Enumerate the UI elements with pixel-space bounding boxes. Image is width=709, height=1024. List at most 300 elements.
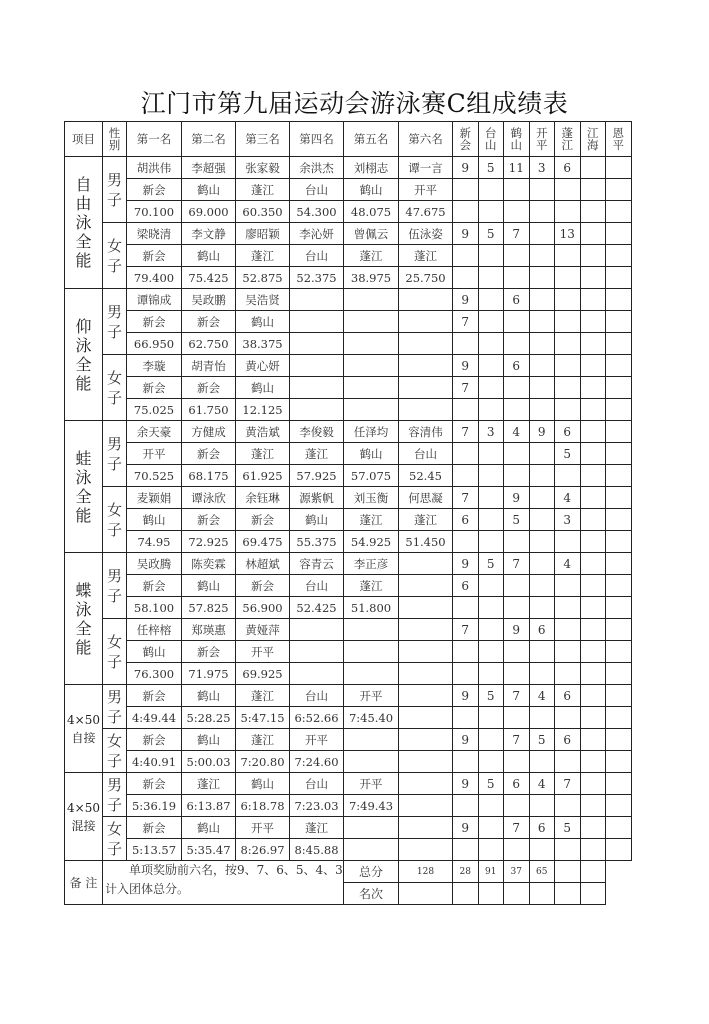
score-cell: 5 <box>478 223 504 245</box>
result-cell: 62.750 <box>182 333 236 355</box>
score-cell: 6 <box>529 619 555 641</box>
score-cell <box>504 377 530 399</box>
result-cell <box>290 289 344 311</box>
table-row <box>65 751 632 773</box>
result-cell: 新会 <box>127 377 182 399</box>
result-cell: 张家毅 <box>236 157 290 179</box>
score-cell: 6 <box>555 685 581 707</box>
result-cell: 鹤山 <box>290 509 344 531</box>
result-cell <box>399 377 453 399</box>
result-cell: 蓬江 <box>399 245 453 267</box>
result-cell <box>290 619 344 641</box>
score-cell <box>453 179 479 201</box>
result-cell: 6:18.78 <box>236 795 290 817</box>
team-rank <box>580 883 606 905</box>
result-cell: 谭一言 <box>399 157 453 179</box>
result-cell: 57.925 <box>290 465 344 487</box>
result-cell: 鹤山 <box>344 443 399 465</box>
score-cell: 9 <box>453 289 479 311</box>
score-cell <box>529 333 555 355</box>
result-cell: 新会 <box>182 377 236 399</box>
score-cell <box>580 641 606 663</box>
score-cell <box>504 663 530 685</box>
score-cell <box>606 311 632 333</box>
gender-label: 男 子 <box>103 157 127 223</box>
score-cell <box>504 597 530 619</box>
result-cell: 鹤山 <box>182 179 236 201</box>
score-cell: 4 <box>555 553 581 575</box>
score-cell <box>529 531 555 553</box>
result-cell: 源紫帆 <box>290 487 344 509</box>
result-cell <box>290 377 344 399</box>
score-cell <box>529 751 555 773</box>
result-cell: 蓬江 <box>182 773 236 795</box>
result-cell: 72.925 <box>182 531 236 553</box>
score-cell: 5 <box>478 553 504 575</box>
score-cell <box>555 311 581 333</box>
score-cell <box>580 751 606 773</box>
result-cell <box>399 575 453 597</box>
score-cell <box>555 179 581 201</box>
score-cell: 6 <box>529 817 555 839</box>
score-cell <box>606 421 632 443</box>
total-score: 28 <box>453 861 479 883</box>
score-cell: 9 <box>453 553 479 575</box>
result-cell: 鹤山 <box>236 377 290 399</box>
score-cell: 6 <box>504 355 530 377</box>
event-label: 仰 泳 全 能 <box>65 289 103 421</box>
header-row <box>65 122 632 157</box>
score-cell: 6 <box>555 421 581 443</box>
result-cell: 台山 <box>290 575 344 597</box>
total-score: 37 <box>504 861 530 883</box>
result-cell <box>290 663 344 685</box>
score-cell <box>504 333 530 355</box>
score-cell <box>555 377 581 399</box>
result-cell: 7:24.60 <box>290 751 344 773</box>
table-row <box>65 553 632 575</box>
result-cell <box>399 729 453 751</box>
score-cell <box>606 487 632 509</box>
result-cell <box>399 839 453 861</box>
score-cell <box>504 707 530 729</box>
result-cell: 69.925 <box>236 663 290 685</box>
score-cell <box>555 531 581 553</box>
result-cell: 69.000 <box>182 201 236 223</box>
score-cell <box>580 245 606 267</box>
result-cell: 38.375 <box>236 333 290 355</box>
table-row <box>65 179 632 201</box>
score-cell <box>478 575 504 597</box>
score-cell: 9 <box>453 685 479 707</box>
result-cell: 台山 <box>290 245 344 267</box>
result-cell <box>399 619 453 641</box>
score-cell <box>478 465 504 487</box>
score-cell <box>606 795 632 817</box>
result-cell: 李文静 <box>182 223 236 245</box>
score-cell <box>580 377 606 399</box>
result-cell <box>290 311 344 333</box>
result-cell <box>344 619 399 641</box>
score-cell: 5 <box>555 443 581 465</box>
result-cell: 蓬江 <box>236 443 290 465</box>
result-cell: 7:20.80 <box>236 751 290 773</box>
result-cell: 鹤山 <box>182 245 236 267</box>
score-cell <box>504 839 530 861</box>
result-cell: 李俊毅 <box>290 421 344 443</box>
score-cell: 7 <box>453 619 479 641</box>
score-cell: 6 <box>555 157 581 179</box>
result-cell: 5:47.15 <box>236 707 290 729</box>
result-cell: 56.900 <box>236 597 290 619</box>
score-cell <box>453 751 479 773</box>
score-cell <box>606 223 632 245</box>
result-cell <box>344 377 399 399</box>
table-row <box>65 707 632 729</box>
score-cell <box>529 179 555 201</box>
score-cell <box>555 267 581 289</box>
table-row <box>65 465 632 487</box>
score-cell <box>478 839 504 861</box>
result-cell: 新会 <box>182 641 236 663</box>
score-cell: 5 <box>504 509 530 531</box>
score-cell <box>580 839 606 861</box>
score-cell: 7 <box>453 377 479 399</box>
result-cell: 5:36.19 <box>127 795 182 817</box>
result-cell: 曾佩云 <box>344 223 399 245</box>
result-cell <box>399 751 453 773</box>
score-cell <box>478 619 504 641</box>
score-cell <box>453 641 479 663</box>
result-cell: 新会 <box>236 509 290 531</box>
result-cell: 胡洪伟 <box>127 157 182 179</box>
result-cell: 郑瑛惠 <box>182 619 236 641</box>
score-cell <box>478 751 504 773</box>
header-rank: 第四名 <box>290 122 344 157</box>
result-cell: 5:00.03 <box>182 751 236 773</box>
gender-label: 女 子 <box>103 619 127 685</box>
score-cell <box>529 509 555 531</box>
score-cell <box>529 311 555 333</box>
result-cell: 52.45 <box>399 465 453 487</box>
gender-label: 男 子 <box>103 773 127 817</box>
result-cell: 66.950 <box>127 333 182 355</box>
result-cell: 开平 <box>344 773 399 795</box>
table-row <box>65 685 632 707</box>
score-cell <box>555 201 581 223</box>
score-cell <box>478 333 504 355</box>
score-cell <box>555 575 581 597</box>
result-cell: 70.525 <box>127 465 182 487</box>
score-cell <box>580 355 606 377</box>
result-cell: 52.375 <box>290 267 344 289</box>
score-cell: 6 <box>453 575 479 597</box>
score-cell: 9 <box>453 223 479 245</box>
result-cell: 新会 <box>127 311 182 333</box>
result-cell <box>290 399 344 421</box>
score-cell: 5 <box>529 729 555 751</box>
score-cell <box>529 553 555 575</box>
result-cell: 74.95 <box>127 531 182 553</box>
score-cell <box>453 333 479 355</box>
team-rank <box>555 883 581 905</box>
score-cell: 13 <box>555 223 581 245</box>
score-cell <box>580 773 606 795</box>
score-cell <box>478 487 504 509</box>
score-cell <box>606 399 632 421</box>
table-row <box>65 289 632 311</box>
result-cell: 5:28.25 <box>182 707 236 729</box>
header-rank: 第六名 <box>399 122 453 157</box>
score-cell <box>529 201 555 223</box>
result-cell <box>290 641 344 663</box>
table-row <box>65 795 632 817</box>
result-cell: 5:35.47 <box>182 839 236 861</box>
score-cell <box>555 641 581 663</box>
result-cell: 76.300 <box>127 663 182 685</box>
result-cell: 蓬江 <box>236 179 290 201</box>
score-cell <box>606 663 632 685</box>
score-cell <box>504 465 530 487</box>
score-cell <box>529 443 555 465</box>
score-cell <box>453 443 479 465</box>
result-cell: 蓬江 <box>236 729 290 751</box>
score-cell: 6 <box>504 289 530 311</box>
result-cell: 60.350 <box>236 201 290 223</box>
score-cell <box>555 399 581 421</box>
result-cell <box>344 663 399 685</box>
result-cell: 25.750 <box>399 267 453 289</box>
total-label: 总分 <box>344 861 399 883</box>
score-cell <box>555 597 581 619</box>
results-table <box>64 121 632 905</box>
score-cell <box>478 355 504 377</box>
result-cell: 55.375 <box>290 531 344 553</box>
table-row <box>65 399 632 421</box>
result-cell: 70.100 <box>127 201 182 223</box>
result-cell: 鹤山 <box>344 179 399 201</box>
result-cell <box>344 839 399 861</box>
result-cell <box>399 663 453 685</box>
score-cell <box>504 267 530 289</box>
score-cell <box>580 575 606 597</box>
result-cell <box>344 641 399 663</box>
score-cell <box>529 289 555 311</box>
result-cell: 4:40.91 <box>127 751 182 773</box>
result-cell: 鹤山 <box>127 509 182 531</box>
result-cell: 新会 <box>127 773 182 795</box>
score-cell <box>478 531 504 553</box>
header-rank: 第一名 <box>127 122 182 157</box>
score-cell <box>580 531 606 553</box>
header-gender: 性 别 <box>103 122 127 157</box>
gender-label: 女 子 <box>103 817 127 861</box>
score-cell <box>529 377 555 399</box>
table-row <box>65 157 632 179</box>
result-cell: 61.925 <box>236 465 290 487</box>
header-team: 台 山 <box>478 122 504 157</box>
score-cell <box>580 487 606 509</box>
result-cell: 梁晓清 <box>127 223 182 245</box>
result-cell: 何思凝 <box>399 487 453 509</box>
score-cell <box>478 201 504 223</box>
score-cell: 7 <box>504 685 530 707</box>
team-rank <box>504 883 530 905</box>
score-cell <box>606 685 632 707</box>
score-cell <box>453 795 479 817</box>
table-row <box>65 729 632 751</box>
score-cell <box>453 201 479 223</box>
gender-label: 女 子 <box>103 223 127 289</box>
result-cell: 57.825 <box>182 597 236 619</box>
score-cell <box>580 619 606 641</box>
score-cell: 4 <box>504 421 530 443</box>
result-cell: 79.400 <box>127 267 182 289</box>
table-row <box>65 531 632 553</box>
score-cell <box>606 443 632 465</box>
score-cell: 7 <box>504 223 530 245</box>
result-cell: 吴浩贤 <box>236 289 290 311</box>
score-cell <box>555 839 581 861</box>
score-cell <box>555 751 581 773</box>
score-cell <box>529 487 555 509</box>
score-cell <box>580 795 606 817</box>
result-cell <box>399 355 453 377</box>
score-cell <box>606 707 632 729</box>
result-cell: 6:52.66 <box>290 707 344 729</box>
score-cell <box>504 201 530 223</box>
score-cell <box>580 465 606 487</box>
result-cell: 余洪杰 <box>290 157 344 179</box>
total-score <box>580 861 606 883</box>
result-cell: 麦颖娟 <box>127 487 182 509</box>
result-cell: 新会 <box>127 575 182 597</box>
result-cell: 鹤山 <box>236 773 290 795</box>
result-cell: 68.175 <box>182 465 236 487</box>
score-cell <box>580 817 606 839</box>
result-cell <box>344 355 399 377</box>
score-cell <box>606 553 632 575</box>
score-cell <box>580 443 606 465</box>
score-cell <box>580 157 606 179</box>
score-cell <box>580 179 606 201</box>
score-cell <box>606 531 632 553</box>
result-cell: 61.750 <box>182 399 236 421</box>
score-cell <box>606 839 632 861</box>
score-cell <box>555 355 581 377</box>
page-title: 江门市第九届运动会游泳赛C组成绩表 <box>140 89 569 118</box>
score-cell: 7 <box>555 773 581 795</box>
score-cell <box>580 267 606 289</box>
score-cell <box>529 267 555 289</box>
result-cell <box>344 729 399 751</box>
result-cell: 开平 <box>236 641 290 663</box>
result-cell: 吴政鹏 <box>182 289 236 311</box>
result-cell: 8:26.97 <box>236 839 290 861</box>
result-cell: 方健成 <box>182 421 236 443</box>
score-cell <box>453 245 479 267</box>
result-cell: 52.875 <box>236 267 290 289</box>
table-row <box>65 377 632 399</box>
score-cell <box>529 355 555 377</box>
result-cell: 陈奕霖 <box>182 553 236 575</box>
score-cell <box>478 399 504 421</box>
score-cell <box>555 333 581 355</box>
result-cell <box>344 311 399 333</box>
table-row <box>65 663 632 685</box>
table-row <box>65 487 632 509</box>
score-cell <box>606 267 632 289</box>
score-cell <box>606 597 632 619</box>
score-cell <box>555 289 581 311</box>
score-cell <box>580 223 606 245</box>
score-cell: 7 <box>504 729 530 751</box>
score-cell <box>580 707 606 729</box>
result-cell: 台山 <box>399 443 453 465</box>
score-cell: 9 <box>453 817 479 839</box>
result-cell: 黄浩斌 <box>236 421 290 443</box>
result-cell: 余钰琳 <box>236 487 290 509</box>
result-cell: 蓬江 <box>290 817 344 839</box>
score-cell <box>478 311 504 333</box>
result-cell: 蓬江 <box>290 443 344 465</box>
result-cell: 新会 <box>127 817 182 839</box>
score-cell <box>453 663 479 685</box>
result-cell: 李沁妍 <box>290 223 344 245</box>
result-cell: 57.075 <box>344 465 399 487</box>
result-cell: 刘玉衡 <box>344 487 399 509</box>
result-cell: 鹤山 <box>182 817 236 839</box>
result-cell <box>290 333 344 355</box>
result-cell: 鹤山 <box>127 641 182 663</box>
result-cell <box>344 333 399 355</box>
score-cell <box>580 201 606 223</box>
result-cell: 新会 <box>127 685 182 707</box>
result-cell <box>399 289 453 311</box>
table-row <box>65 509 632 531</box>
gender-label: 男 子 <box>103 685 127 729</box>
result-cell <box>290 355 344 377</box>
score-cell <box>606 729 632 751</box>
event-label: 4×50 混接 <box>65 773 103 861</box>
result-cell <box>344 289 399 311</box>
score-cell <box>580 421 606 443</box>
result-cell: 胡青怡 <box>182 355 236 377</box>
result-cell <box>399 333 453 355</box>
score-cell <box>504 795 530 817</box>
score-cell <box>504 311 530 333</box>
score-cell <box>529 465 555 487</box>
result-cell: 新会 <box>236 575 290 597</box>
result-cell <box>399 795 453 817</box>
result-cell: 李璇 <box>127 355 182 377</box>
result-cell: 蓬江 <box>344 575 399 597</box>
gender-label: 女 子 <box>103 487 127 553</box>
result-cell: 任泽均 <box>344 421 399 443</box>
result-cell <box>399 773 453 795</box>
score-cell <box>606 575 632 597</box>
event-label: 蝶 泳 全 能 <box>65 553 103 685</box>
result-cell <box>399 685 453 707</box>
score-cell: 9 <box>453 729 479 751</box>
score-cell <box>478 245 504 267</box>
result-cell: 12.125 <box>236 399 290 421</box>
score-cell: 5 <box>478 773 504 795</box>
score-cell <box>478 641 504 663</box>
table-row <box>65 355 632 377</box>
score-cell <box>453 839 479 861</box>
score-cell <box>606 641 632 663</box>
